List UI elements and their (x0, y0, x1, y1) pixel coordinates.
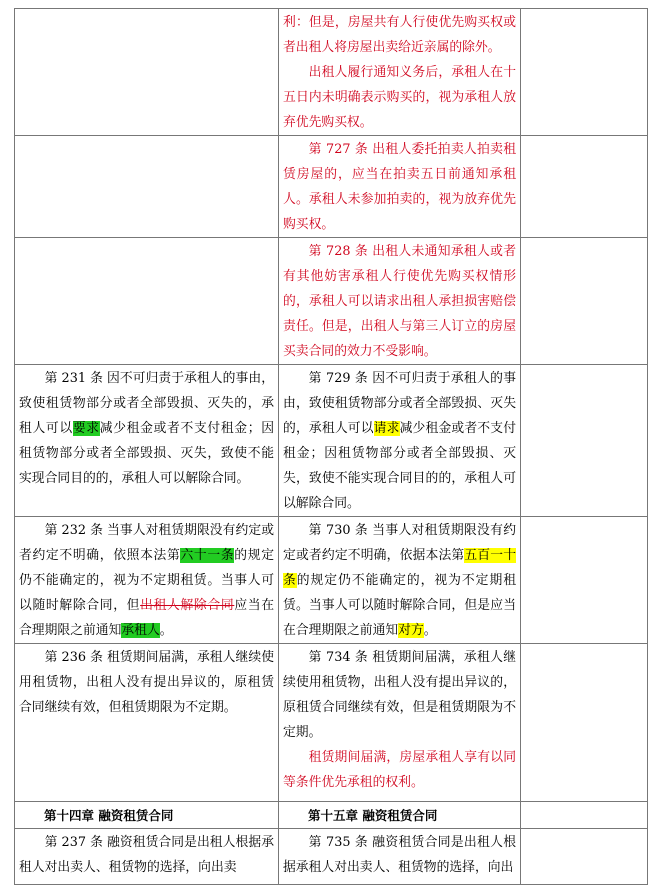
article-paragraph (283, 745, 516, 795)
new-law-cell (279, 517, 521, 644)
notes-cell (521, 9, 648, 136)
text-segment: 应当在合理期限之前通知 (19, 598, 275, 638)
article-paragraph (283, 645, 516, 745)
text-segment: 第十四章 融资租赁合同 (44, 808, 174, 823)
text-segment: 第 729 条 因不可归责于承租人的事由，致使租赁物部分或者全部毁损、灭失的，承租人可以 (283, 371, 516, 436)
text-segment: 租赁期间届满，房屋承租人享有以同等条件优先承租的权利。 (283, 750, 516, 790)
article-paragraph (283, 366, 516, 516)
old-law-cell (15, 517, 279, 644)
text-segment: 第 734 条 租赁期间届满，承租人继续使用租赁物，出租人没有提出异议的，原租赁合同继续有效，但是租赁期限为不定期。 (283, 650, 516, 740)
text-segment: 第 728 条 出租人未通知承租人或者有其他妨害承租人行使优先购买权情形的，承租人可以请求出租人承担损害赔偿责任。但是，出租人与第三人订立的房屋买卖合同的效力不受影响。 (283, 244, 516, 359)
text-segment: 出租人履行通知义务后，承租人在十五日内未明确表示购买的，视为承租人放弃优先购买权。 (283, 65, 516, 130)
text-segment: 第 231 条 因不可归责于承租人的事由，致使租赁物部分或者全部毁损、灭失的，承租人可以 (19, 371, 274, 436)
chapter-heading (283, 803, 516, 828)
text-segment: 第 735 条 融资租赁合同是出租人根据承租人对出卖人、租赁物的选择，向出 (283, 835, 516, 875)
new-law-cell (279, 802, 521, 829)
old-law-cell (15, 136, 279, 238)
article-paragraph (283, 239, 516, 364)
new-law-cell (279, 365, 521, 517)
notes-cell (521, 517, 648, 644)
notes-cell (521, 238, 648, 365)
table-row (15, 517, 648, 644)
text-segment: 。 (159, 623, 173, 638)
article-paragraph (19, 830, 274, 880)
text-segment: 第十五章 融资租赁合同 (308, 808, 438, 823)
text-segment: 减少租金或者不支付租金；因租赁物部分或者全部毁损、灭失，致使不能实现合同目的的，承租人可以解除合同。 (19, 421, 275, 486)
notes-cell (521, 802, 648, 829)
law-comparison-table (14, 8, 648, 885)
text-segment: 的规定仍不能确定的，视为不定期租赁。当事人可以随时解除合同，但是应当在合理期限之前通知 (283, 573, 517, 638)
article-paragraph (19, 366, 274, 491)
text-segment: 。 (423, 623, 437, 638)
article-paragraph (19, 645, 274, 720)
old-law-cell (15, 802, 279, 829)
new-law-cell (279, 136, 521, 238)
highlight-green: 要求 (72, 421, 100, 436)
text-segment: 第 730 条 当事人对租赁期限没有约定或者约定不明确，依据本法第 (283, 523, 516, 563)
deleted-text: 出租人解除合同 (140, 598, 235, 613)
notes-cell (521, 136, 648, 238)
text-segment: 利：但是，房屋共有人行使优先购买权或者出租人将房屋出卖给近亲属的除外。 (283, 15, 516, 55)
text-segment: 第 232 条 当事人对租赁期限没有约定或者约定不明确，依照本法第 (19, 523, 274, 563)
old-law-cell (15, 9, 279, 136)
new-law-cell (279, 829, 521, 885)
text-segment: 第 236 条 租赁期间届满，承租人继续使用租赁物，出租人没有提出异议的，原租赁合同继续有效，但租赁期限为不定期。 (19, 650, 274, 715)
highlight-green: 六十一条 (180, 548, 235, 563)
old-law-cell (15, 644, 279, 802)
comparison-table-body (15, 9, 648, 885)
new-law-cell (279, 238, 521, 365)
table-row (15, 365, 648, 517)
article-paragraph (283, 518, 516, 643)
notes-cell (521, 365, 648, 517)
highlight-yellow: 五百一十条 (283, 548, 516, 588)
table-row (15, 9, 648, 136)
highlight-green: 承租人 (121, 623, 160, 638)
article-paragraph (283, 137, 516, 237)
article-paragraph (283, 10, 516, 60)
article-paragraph (283, 830, 516, 880)
highlight-yellow: 对方 (398, 623, 424, 638)
table-row (15, 829, 648, 885)
highlight-yellow: 请求 (373, 421, 400, 436)
old-law-cell (15, 238, 279, 365)
old-law-cell (15, 829, 279, 885)
article-paragraph (19, 518, 274, 643)
text-segment: 第 727 条 出租人委托拍卖人拍卖租赁房屋的，应当在拍卖五日前通知承租人。承租人未参加拍卖的，视为放弃优先购买权。 (283, 142, 516, 232)
notes-cell (521, 644, 648, 802)
old-law-cell (15, 365, 279, 517)
text-segment: 的规定仍不能确定的，视为不定期租赁。当事人可以随时解除合同，但 (19, 548, 275, 613)
notes-cell (521, 829, 648, 885)
text-segment: 减少租金或者不支付租金；因租赁物部分或者全部毁损、灭失，致使不能实现合同目的的，承租人可以解除合同。 (283, 421, 516, 511)
new-law-cell (279, 644, 521, 802)
table-row (15, 644, 648, 802)
table-row (15, 136, 648, 238)
chapter-heading (19, 803, 274, 828)
article-paragraph (283, 60, 516, 135)
table-row (15, 238, 648, 365)
table-row (15, 802, 648, 829)
new-law-cell (279, 9, 521, 136)
text-segment: 第 237 条 融资租赁合同是出租人根据承租人对出卖人、租赁物的选择，向出卖 (19, 835, 274, 875)
